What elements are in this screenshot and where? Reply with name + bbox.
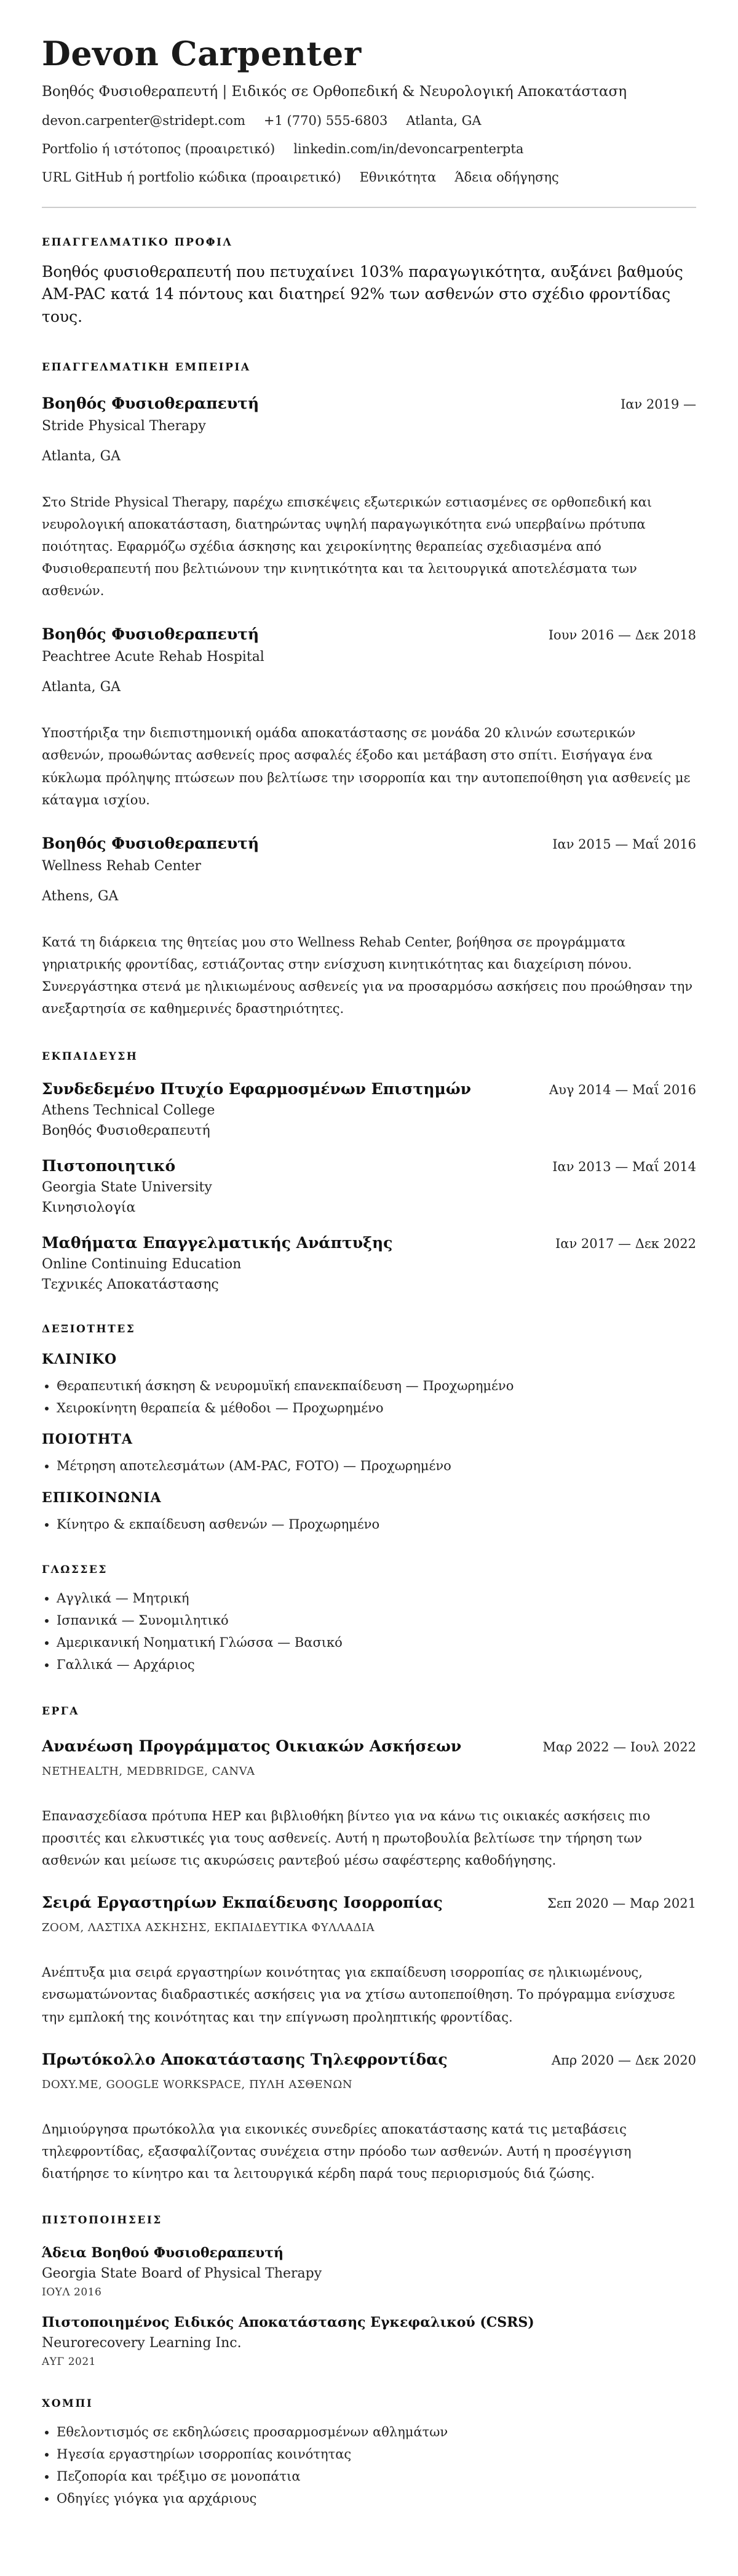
job-description: Στο Stride Physical Therapy, παρέχω επισκέψεις εξωτερικών εστιασμένες σε ορθοπεδική και νευρολογική αποκατάσταση, διατηρώντας υψηλή παραγωγικότητα ενώ υπερβαίνω πρότυπα ποιότητας. Εφαρμόζω σχέδια άσκησης και χειροκίνητης θεραπείας σχεδιασμένα από Φυσιοθεραπευτή που βελτιώνουν την κινητικότητα και τα λειτουργικά αποτελέσματα των ασθενών. <box>42 494 653 599</box>
hobby-item: • Οδηγίες γιόγκα για αρχάριους <box>57 2487 696 2510</box>
project-name: Ανανέωση Προγράμματος Οικιακών Ασκήσεων <box>42 1737 462 1756</box>
skill-group <box>42 1351 696 1419</box>
job-location: Atlanta, GA <box>42 448 121 464</box>
skill-list <box>42 1513 696 1535</box>
hobby-item: • Εθελοντισμός σε εκδηλώσεις προσαρμοσμένων αθλημάτων <box>57 2421 696 2443</box>
project-entry <box>42 1894 696 2028</box>
skill-list <box>42 1455 696 1477</box>
skills-section <box>42 1323 696 1535</box>
skill-item: • Μέτρηση αποτελεσμάτων (AM-PAC, FOTO) — Προχωρημένο <box>57 1455 696 1477</box>
experience-section <box>42 361 696 1020</box>
degree: Μαθήματα Επαγγελματικής Ανάπτυξης <box>42 1234 393 1252</box>
job-title: Βοηθός Φυσιοθεραπευτή <box>42 834 260 852</box>
nationality: Εθνικότητα <box>359 170 437 185</box>
job-dates: Ιουν 2016 — Δεκ 2018 <box>548 628 696 643</box>
job-title: Βοηθός Φυσιοθεραπευτή <box>42 625 260 644</box>
language-item: • Αγγλικά — Μητρική <box>57 1587 696 1609</box>
skill-item: • Χειροκίνητη θεραπεία & μέθοδοι — Προχωρημένο <box>57 1397 696 1419</box>
language-item: • Αμερικανική Νοηματική Γλώσσα — Βασικό <box>57 1631 696 1654</box>
experience-entry <box>42 625 696 810</box>
project-name: Σειρά Εργαστηρίων Εκπαίδευσης Ισορροπίας <box>42 1894 443 1912</box>
header-divider <box>42 207 696 208</box>
section-title: ΠΙΣΤΟΠΟΙΗΣΕΙΣ <box>42 2214 162 2227</box>
job-location: Athens, GA <box>42 888 119 904</box>
job-title: Βοηθός Φυσιοθεραπευτή <box>42 394 260 412</box>
education-section <box>42 1050 696 1292</box>
hobby-item: • Ηγεσία εργαστηρίων ισορροπίας κοινότητας <box>57 2443 696 2465</box>
skill-category: ΠΟΙΟΤΗΤΑ <box>42 1431 133 1448</box>
section-title: ΓΛΩΣΣΕΣ <box>42 1563 108 1576</box>
skill-group <box>42 1490 696 1535</box>
project-name: Πρωτόκολλο Αποκατάστασης Τηλεφροντίδας <box>42 2050 448 2068</box>
education-dates: Αυγ 2014 — Μαΐ 2016 <box>549 1082 696 1098</box>
extra-row <box>42 170 696 185</box>
resume-header <box>42 34 696 185</box>
company: Wellness Rehab Center <box>42 858 202 874</box>
company: Peachtree Acute Rehab Hospital <box>42 649 264 665</box>
experience-entry <box>42 834 696 1020</box>
field-of-study: Τεχνικές Αποκατάστασης <box>42 1277 219 1293</box>
project-tools: NETHEALTH, MEDBRIDGE, CANVA <box>42 1765 255 1778</box>
job-dates: Ιαν 2019 — <box>620 396 696 412</box>
job-dates: Ιαν 2015 — Μαΐ 2016 <box>552 836 696 852</box>
degree: Συνδεδεμένο Πτυχίο Εφαρμοσμένων Επιστημών <box>42 1080 471 1098</box>
company: Stride Physical Therapy <box>42 418 206 434</box>
project-entry <box>42 2050 696 2185</box>
school: Online Continuing Education <box>42 1257 242 1273</box>
portfolio-link[interactable]: Portfolio ή ιστότοπος (προαιρετικό) <box>42 142 276 156</box>
section-title: ΕΠΑΓΓΕΛΜΑΤΙΚΟ ΠΡΟΦΙΛ <box>42 236 233 249</box>
hobby-list <box>42 2421 696 2510</box>
project-dates: Σεπ 2020 — Μαρ 2021 <box>547 1896 696 1911</box>
experience-entry <box>42 394 696 602</box>
skill-category: ΚΛΙΝΙΚΟ <box>42 1351 117 1368</box>
skill-category: ΕΠΙΚΟΙΝΩΝΙΑ <box>42 1489 162 1506</box>
section-title: ΕΚΠΑΙΔΕΥΣΗ <box>42 1050 138 1063</box>
education-dates: Ιαν 2017 — Δεκ 2022 <box>555 1236 696 1252</box>
project-dates: Απρ 2020 — Δεκ 2020 <box>551 2052 696 2068</box>
school: Athens Technical College <box>42 1103 215 1119</box>
skill-item: • Θεραπευτική άσκηση & νευρομυϊκή επανεκπαίδευση — Προχωρημένο <box>57 1375 696 1397</box>
contact-row <box>42 113 696 128</box>
projects-section <box>42 1705 696 2185</box>
location: Atlanta, GA <box>406 113 482 128</box>
certification-name: Πιστοποιημένος Ειδικός Αποκατάστασης Εγκεφαλικού (CSRS) <box>42 2314 534 2331</box>
project-description: Επανασχεδίασα πρότυπα HEP και βιβλιοθήκη βίντεο για να κάνω τις οικιακές ασκήσεις πιο προσιτές και ελκυστικές για τους ασθενείς. Αυτή η πρωτοβουλία βελτίωσε την τήρηση των ασθενών και μείωσε τις ακυρώσεις ραντεβού μέσω σαφέστερης καθοδήγησης. <box>42 1809 651 1868</box>
certification-issuer: Neurorecovery Learning Inc. <box>42 2335 242 2351</box>
skill-list <box>42 1375 696 1419</box>
profile-section <box>42 236 696 328</box>
job-location: Atlanta, GA <box>42 679 121 695</box>
links-row <box>42 142 696 156</box>
certification-name: Άδεια Βοηθού Φυσιοθεραπευτή <box>42 2245 284 2262</box>
language-list <box>42 1587 696 1676</box>
field-of-study: Βοηθός Φυσιοθεραπευτή <box>42 1123 210 1139</box>
section-title: ΧΟΜΠΙ <box>42 2398 93 2410</box>
section-title: ΔΕΞΙΟΤΗΤΕΣ <box>42 1323 136 1336</box>
project-dates: Μαρ 2022 — Ιουλ 2022 <box>542 1740 696 1755</box>
school: Georgia State University <box>42 1180 212 1196</box>
degree: Πιστοποιητικό <box>42 1157 176 1175</box>
certifications-section <box>42 2214 696 2368</box>
education-entry <box>42 1080 696 1138</box>
resume <box>42 34 696 2510</box>
skill-group <box>42 1431 696 1477</box>
certification-entry <box>42 2245 696 2298</box>
section-title: ΕΠΑΓΓΕΛΜΑΤΙΚΗ ΕΜΠΕΙΡΙΑ <box>42 361 251 374</box>
education-entry <box>42 1234 696 1292</box>
language-item: • Γαλλικά — Αρχάριος <box>57 1654 696 1676</box>
project-tools: ZOOM, ΛΑΣΤΙΧΑ ΑΣΚΗΣΗΣ, ΕΚΠΑΙΔΕΥΤΙΚΑ ΦΥΛΛΑΔΙΑ <box>42 1921 375 1935</box>
project-entry <box>42 1737 696 1871</box>
project-description: Ανέπτυξα μια σειρά εργαστηρίων κοινότητας για εκπαίδευση ισορροπίας σε ηλικιωμένους, ενσωματώνοντας διαδραστικές ασκήσεις για να χτίσω αυτοπεποίθηση. Το πρόγραμμα ενίσχυσε την εμπλοκή της κοινότητας και την επίγνωση προληπτικής φροντίδας. <box>42 1965 675 2025</box>
hobbies-section <box>42 2398 696 2510</box>
section-title: ΕΡΓΑ <box>42 1705 79 1718</box>
job-description: Υποστήριξα την διεπιστημονική ομάδα αποκατάστασης σε μονάδα 20 κλινών εσωτερικών ασθενών, προωθώντας ασθενείς προς ασφαλές έξοδο και μετάβαση στο σπίτι. Εισήγαγα ένα κύκλωμα πρόληψης πτώσεων που βελτίωσε την ισορροπία και την αυτοπεποίθηση για ασθενείς με κάταγμα ισχίου. <box>42 726 691 807</box>
driving-license: Άδεια οδήγησης <box>454 170 559 185</box>
headline: Βοηθός Φυσιοθεραπευτή | Ειδικός σε Ορθοπεδική & Νευρολογική Αποκατάσταση <box>42 84 627 100</box>
education-dates: Ιαν 2013 — Μαΐ 2014 <box>552 1159 696 1175</box>
job-description: Κατά τη διάρκεια της θητείας μου στο Wellness Rehab Center, βοήθησα σε προγράμματα γηριατρικής φροντίδας, εστιάζοντας στην ενίσχυση κινητικότητας και διαχείριση πόνου. Συνεργάστηκα στενά με ηλικιωμένους ασθενείς για να προσαρμόσω ασκήσεις που προώθησαν την ανεξαρτησία σε καθημερινές δραστηριότητες. <box>42 934 693 1017</box>
field-of-study: Κινησιολογία <box>42 1200 136 1216</box>
certification-issuer: Georgia State Board of Physical Therapy <box>42 2266 322 2282</box>
linkedin-link[interactable]: linkedin.com/in/devoncarpenterpta <box>293 142 524 156</box>
certification-date: ΑΥΓ 2021 <box>42 2356 96 2369</box>
language-item: • Ισπανικά — Συνομιλητικό <box>57 1609 696 1631</box>
skill-item: • Κίνητρο & εκπαίδευση ασθενών — Προχωρημένο <box>57 1513 696 1535</box>
project-description: Δημιούργησα πρωτόκολλα για εικονικές συνεδρίες αποκατάστασης κατά τις μεταβάσεις τηλεφροντίδας, εξασφαλίζοντας συνέχεια στην πρόοδο των ασθενών. Αυτή η προσέγγιση διατήρησε το κίνητρο και τα λειτουργικά κέρδη παρά τους περιορισμούς διά ζώσης. <box>42 2121 632 2181</box>
certification-date: ΙΟΥΛ 2016 <box>42 2286 102 2299</box>
github-link[interactable]: URL GitHub ή portfolio κώδικα (προαιρετικό) <box>42 170 341 185</box>
phone: +1 (770) 555-6803 <box>263 113 388 128</box>
certification-entry <box>42 2314 696 2368</box>
education-entry <box>42 1157 696 1215</box>
languages-section <box>42 1564 696 1676</box>
candidate-name: Devon Carpenter <box>42 34 362 73</box>
email-link[interactable]: devon.carpenter@stridept.com <box>42 113 245 128</box>
project-tools: DOXY.ME, GOOGLE WORKSPACE, ΠΥΛΗ ΑΣΘΕΝΩΝ <box>42 2078 353 2091</box>
profile-summary: Βοηθός φυσιοθεραπευτή που πετυχαίνει 103% παραγωγικότητα, αυξάνει βαθμούς AM-PAC κατά 14 πόντους και διατηρεί 92% των ασθενών στο σχέδιο φροντίδας τους. <box>42 263 683 326</box>
hobby-item: • Πεζοπορία και τρέξιμο σε μονοπάτια <box>57 2465 696 2487</box>
